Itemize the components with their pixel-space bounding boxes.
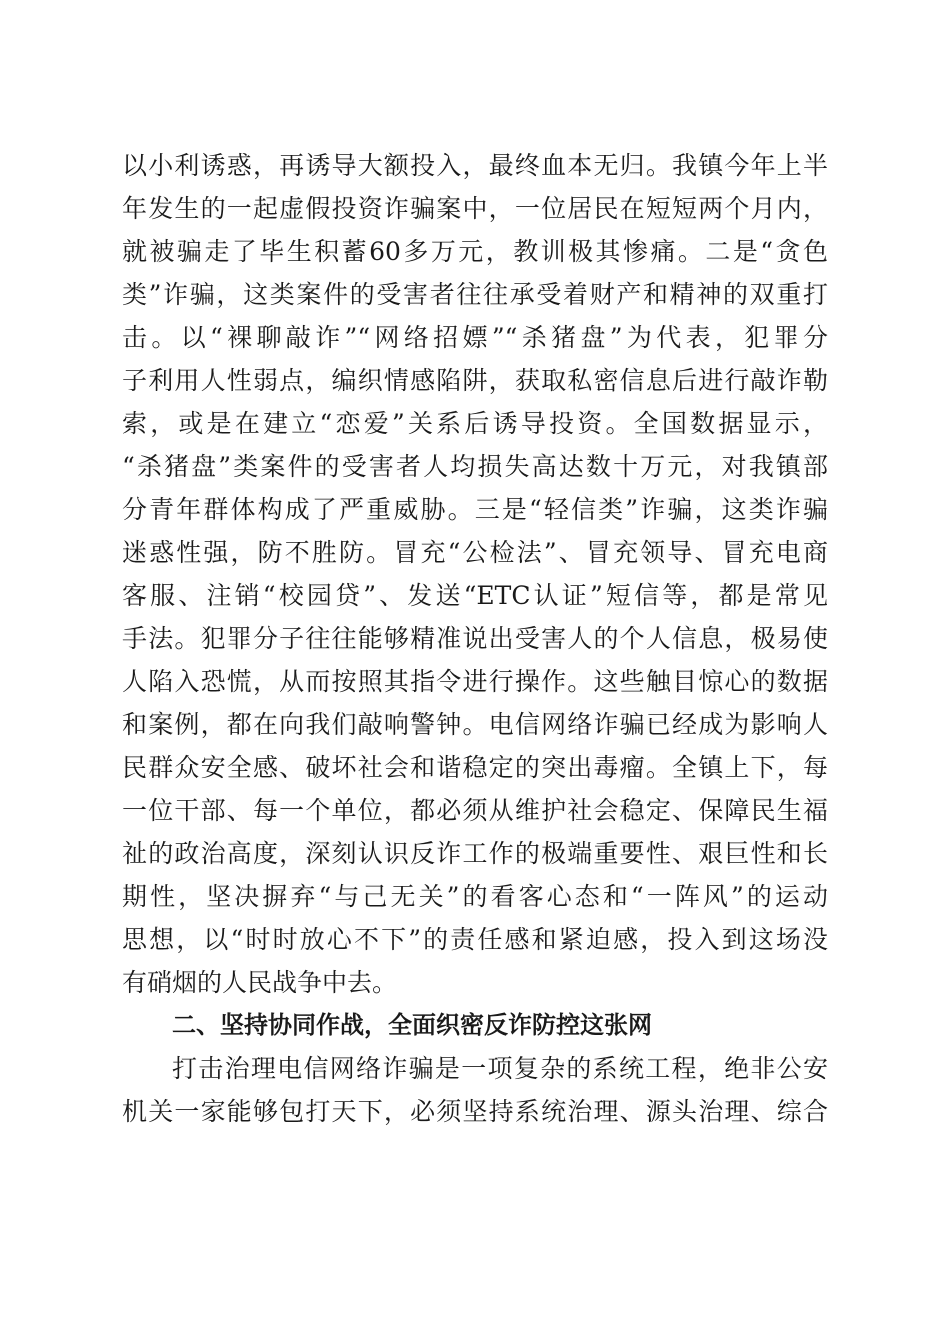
text-line: 祉的政治高度，深刻认识反诈工作的极端重要性、艰巨性和长	[122, 839, 828, 868]
text-line: 期性，坚决摒弃“与己无关”的看客心态和“一阵风”的运动	[122, 882, 828, 911]
text-line: 有硝烟的人民战争中去。	[122, 968, 398, 997]
text-line: 以小利诱惑，再诱导大额投入，最终血本无归。我镇今年上半	[122, 151, 828, 180]
text-line: 迷惑性强，防不胜防。冒充“公检法”、冒充领导、冒充电商	[122, 538, 828, 567]
text-line: 子利用人性弱点，编织情感陷阱，获取私密信息后进行敲诈勒	[122, 366, 828, 395]
text-line: 一位干部、每一个单位，都必须从维护社会稳定、保障民生福	[122, 796, 828, 825]
text-line: 和案例，都在向我们敲响警钟。电信网络诈骗已经成为影响人	[122, 710, 828, 739]
text-line: 类”诈骗，这类案件的受害者往往承受着财产和精神的双重打	[122, 280, 828, 309]
text-line: 机关一家能够包打天下，必须坚持系统治理、源头治理、综合	[122, 1097, 828, 1126]
text-line: 分青年群体构成了严重威胁。三是“轻信类”诈骗，这类诈骗	[122, 495, 828, 524]
text-line: 打击治理电信网络诈骗是一项复杂的系统工程，绝非公安	[172, 1054, 828, 1083]
text-line: 就被骗走了毕生积蓄60多万元，教训极其惨痛。二是“贪色	[122, 237, 828, 266]
section-heading: 二、坚持协同作战，全面织密反诈防控这张网	[172, 1011, 652, 1039]
text-line: 索，或是在建立“恋爱”关系后诱导投资。全国数据显示，	[122, 409, 828, 438]
text-line: 民群众安全感、破坏社会和谐稳定的突出毒瘤。全镇上下，每	[122, 753, 828, 782]
text-line: “杀猪盘”类案件的受害者人均损失高达数十万元，对我镇部	[122, 452, 828, 481]
paragraph-2	[122, 1047, 828, 1133]
text-line: 击。以“裸聊敲诈”“网络招嫖”“杀猪盘”为代表，犯罪分	[122, 323, 828, 352]
text-line: 人陷入恐慌，从而按照其指令进行操作。这些触目惊心的数据	[122, 667, 828, 696]
text-line: 年发生的一起虚假投资诈骗案中，一位居民在短短两个月内，	[122, 194, 828, 223]
paragraph-1	[122, 144, 828, 1004]
text-line: 思想，以“时时放心不下”的责任感和紧迫感，投入到这场没	[122, 925, 828, 954]
text-line: 手法。犯罪分子往往能够精准说出受害人的个人信息，极易使	[122, 624, 828, 653]
document-body	[122, 144, 828, 1133]
text-line: 客服、注销“校园贷”、发送“ETC认证”短信等，都是常见	[122, 581, 828, 610]
